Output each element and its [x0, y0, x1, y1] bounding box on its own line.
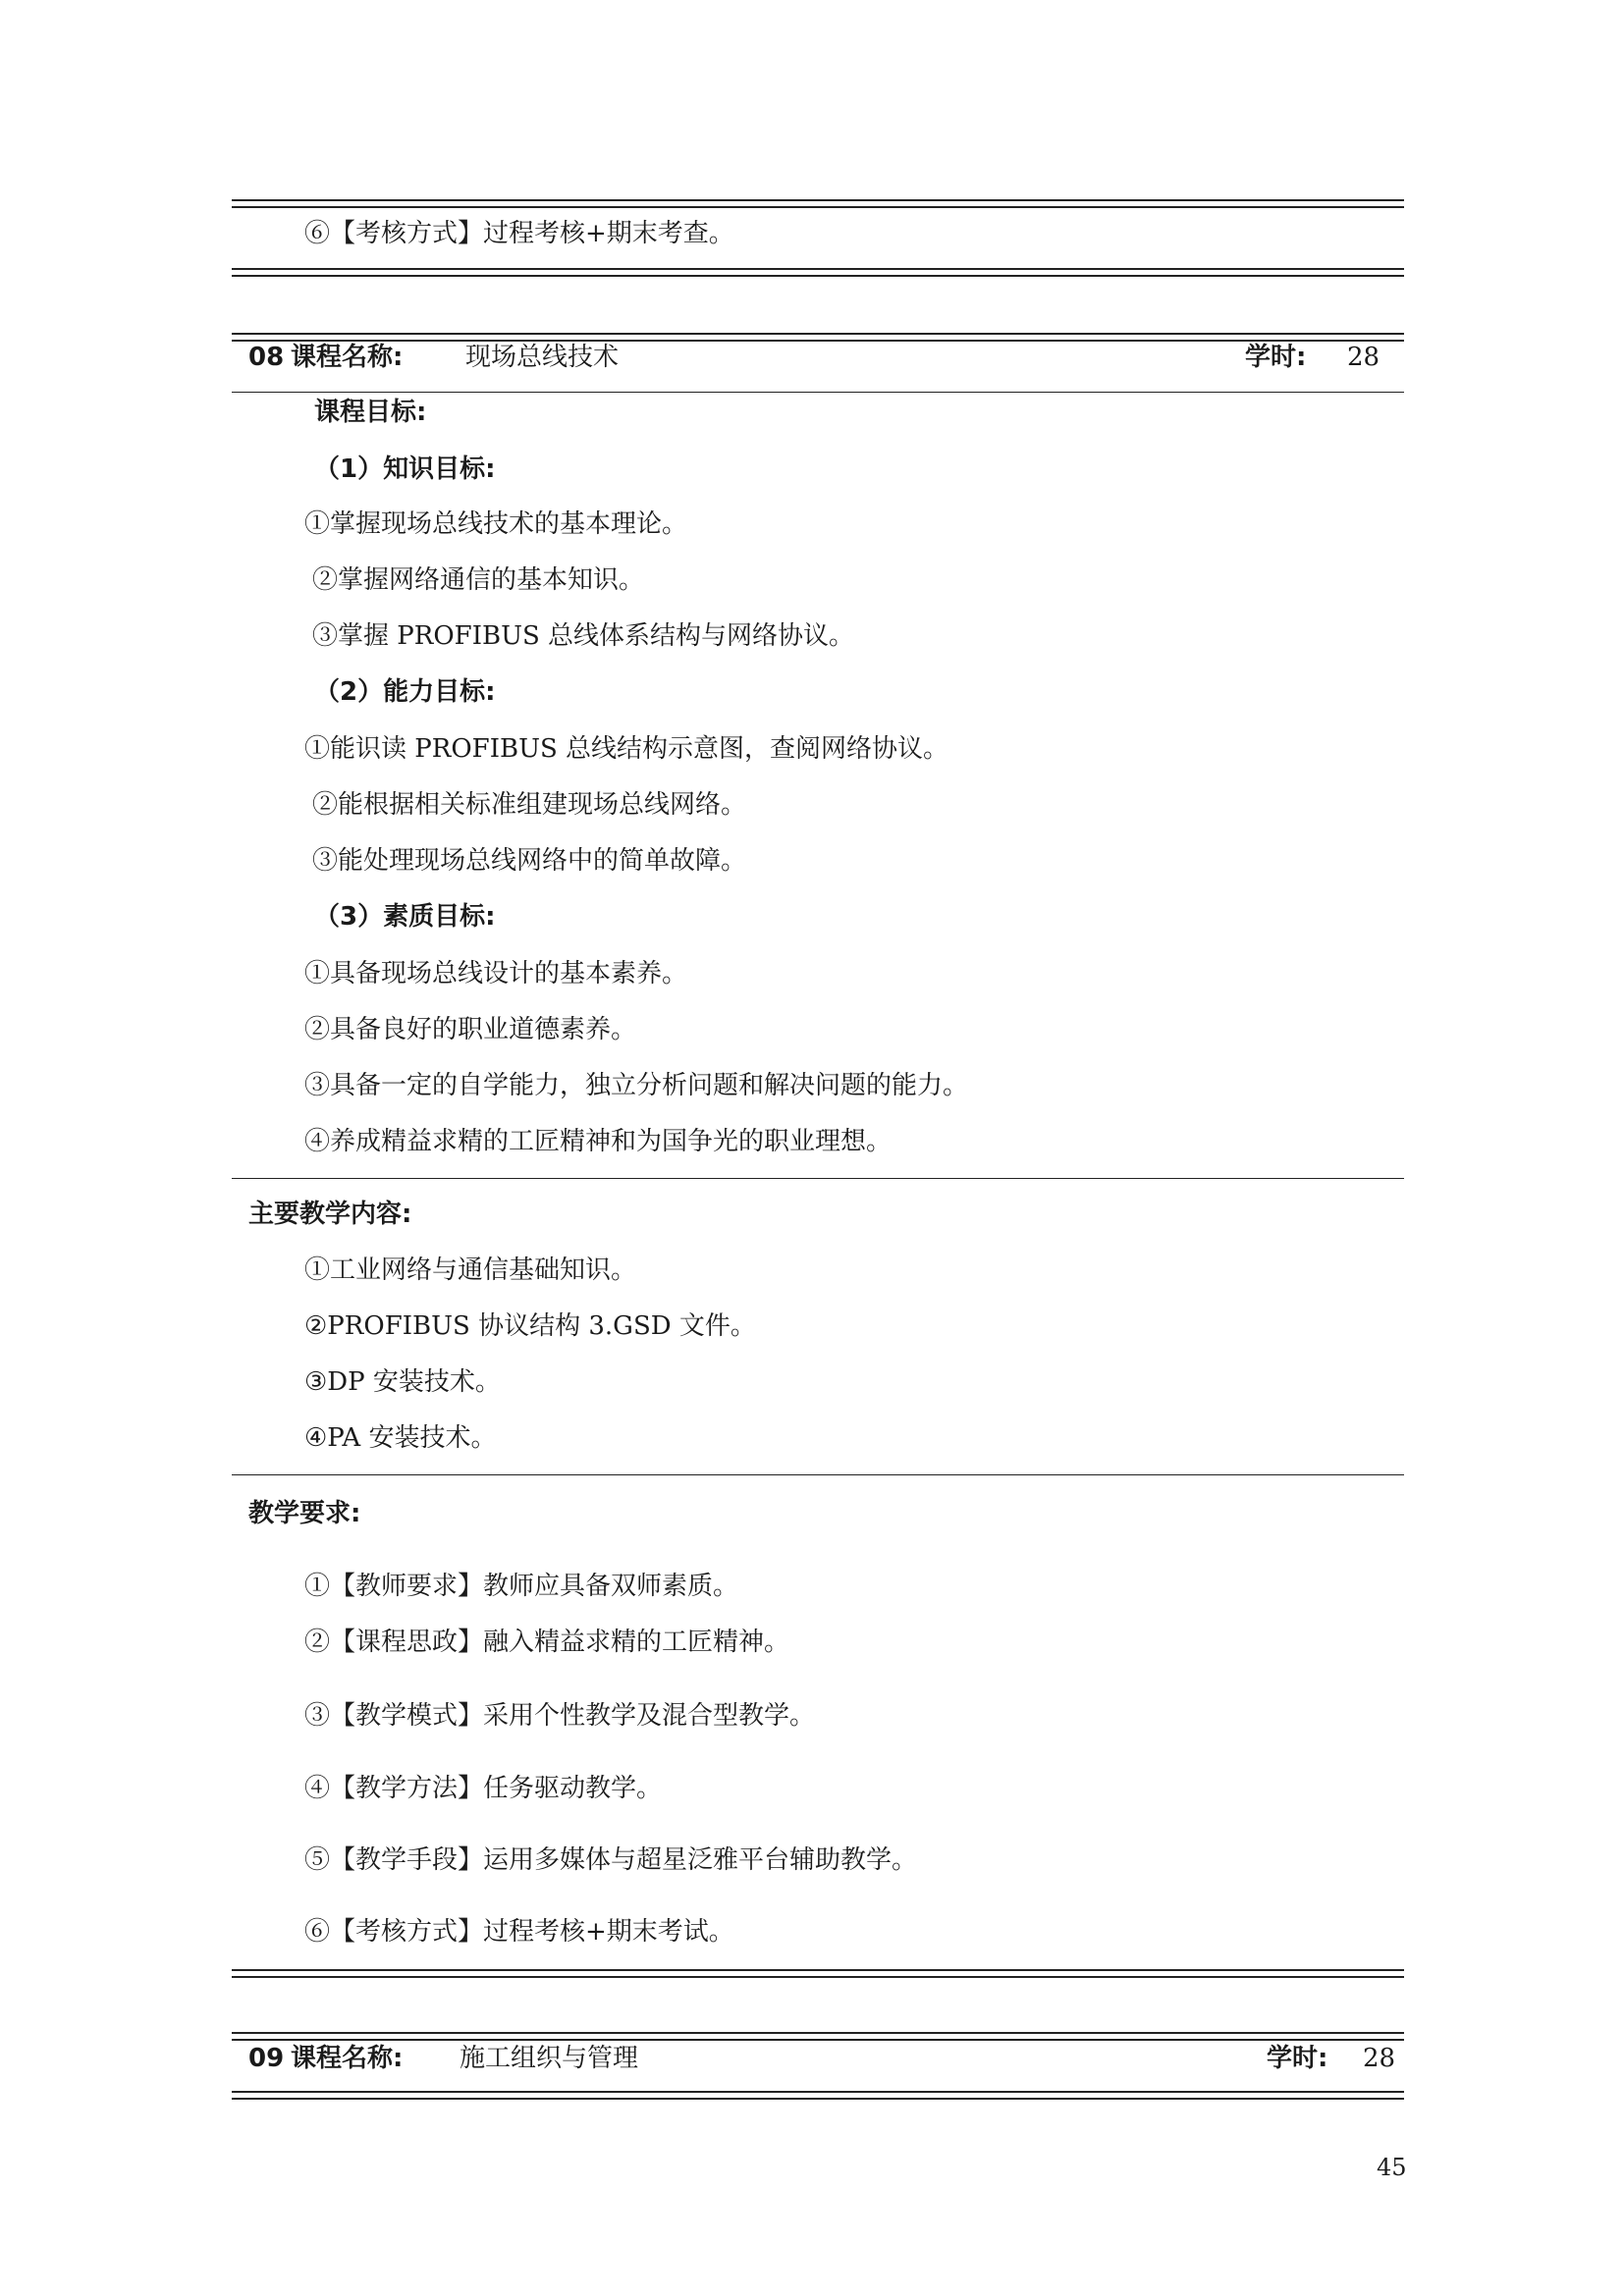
content-item-2: ②PROFIBUS 协议结构 3.GSD 文件。	[304, 1311, 756, 1341]
requirement-2: ②【课程思政】融入精益求精的工匠精神。	[304, 1628, 790, 1657]
content-item-1: ①工业网络与通信基础知识。	[304, 1255, 637, 1285]
course08-name: 现场总线技术	[465, 343, 620, 372]
course08-header-bottom-rule	[232, 392, 1404, 393]
course09-number: 09	[248, 2044, 285, 2073]
requirements-title: 教学要求:	[248, 1499, 361, 1528]
quality-item-1: ①具备现场总线设计的基本素养。	[304, 959, 688, 988]
content-title: 主要教学内容:	[248, 1200, 412, 1229]
requirement-6: ⑥【考核方式】过程考核+期末考试。	[304, 1917, 734, 1947]
ability-item-3: ③能处理现场总线网络中的简单故障。	[312, 846, 747, 876]
ability-title: （2）能力目标:	[314, 677, 496, 707]
page-number: 45	[1377, 2154, 1407, 2181]
requirement-3: ③【教学模式】采用个性教学及混合型教学。	[304, 1701, 816, 1731]
ability-item-2: ②能根据相关标准组建现场总线网络。	[312, 790, 747, 820]
knowledge-title: （1）知识目标:	[314, 454, 496, 484]
course09-name: 施工组织与管理	[460, 2044, 639, 2073]
course08-hours-label: 学时:	[1245, 343, 1307, 372]
course09-hours: 28	[1363, 2044, 1396, 2073]
content-item-3: ③DP 安装技术。	[304, 1367, 501, 1397]
quality-item-4: ④养成精益求精的工匠精神和为国争光的职业理想。	[304, 1127, 893, 1156]
course08-number: 08	[248, 343, 285, 372]
content-bottom-rule	[232, 1474, 1404, 1475]
requirement-5: ⑤【教学手段】运用多媒体与超星泛雅平台辅助教学。	[304, 1845, 918, 1875]
table-top-double-rule	[232, 199, 1404, 208]
goals-title: 课程目标:	[314, 398, 427, 427]
prev-requirement-6: ⑥【考核方式】过程考核+期末考查。	[304, 219, 734, 248]
course09-header-bottom-rule	[232, 2091, 1404, 2100]
course08-hours: 28	[1347, 343, 1380, 372]
requirement-4: ④【教学方法】任务驱动教学。	[304, 1774, 663, 1803]
quality-item-2: ②具备良好的职业道德素养。	[304, 1015, 637, 1044]
knowledge-item-2: ②掌握网络通信的基本知识。	[312, 565, 645, 595]
table-bottom-double-rule	[232, 268, 1404, 277]
knowledge-item-1: ①掌握现场总线技术的基本理论。	[304, 509, 688, 539]
course09-name-label: 课程名称:	[291, 2044, 404, 2073]
content-item-4: ④PA 安装技术。	[304, 1423, 497, 1453]
goals-bottom-rule	[232, 1178, 1404, 1179]
course09-hours-label: 学时:	[1267, 2044, 1328, 2073]
course08-bottom-double-rule	[232, 1969, 1404, 1978]
quality-title: （3）素质目标:	[314, 902, 496, 932]
knowledge-item-3: ③掌握 PROFIBUS 总线体系结构与网络协议。	[312, 621, 855, 651]
ability-item-1: ①能识读 PROFIBUS 总线结构示意图，查阅网络协议。	[304, 734, 949, 764]
course08-header-top-rule	[232, 333, 1404, 342]
quality-item-3: ③具备一定的自学能力，独立分析问题和解决问题的能力。	[304, 1071, 969, 1100]
requirement-1: ①【教师要求】教师应具备双师素质。	[304, 1572, 739, 1601]
course08-name-label: 课程名称:	[291, 343, 404, 372]
course09-header-top-rule	[232, 2032, 1404, 2041]
